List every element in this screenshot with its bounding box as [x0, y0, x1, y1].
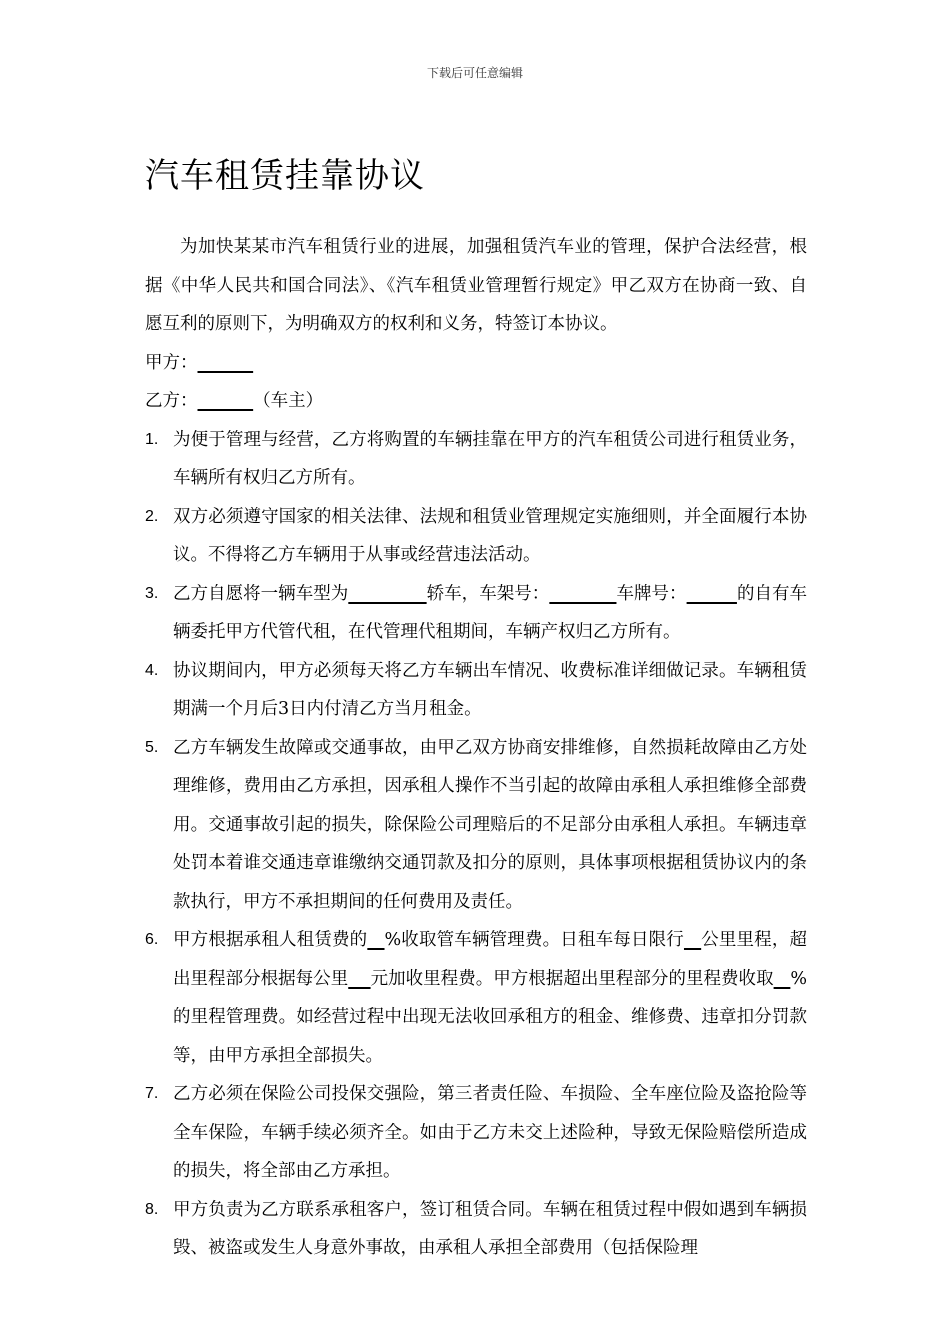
clause-text: 乙方自愿将一辆车型为 [173, 583, 349, 604]
vin-blank [549, 584, 616, 604]
clause-number: 2. [145, 507, 159, 525]
clause-text: 乙方车辆发生故障或交通事故，由甲乙双方协商安排维修，自然损耗故障由乙方处理维修，费用由乙方承担，因承租人操作不当引起的故障由承租人承担维修全部费用。交通事故引起的损失，除保险公司理赔后的不足部分由承租人承担。车辆违章处罚本着谁交通违章谁缴纳交通罚款及扣分的原则，具体事项根据租赁协议内的条款执行，甲方不承担期间的任何费用及责任。 [173, 737, 807, 912]
document-body [145, 228, 807, 1268]
clause-text: %收取管车辆管理费。日租车每日限行 [384, 930, 684, 950]
clause-text: 双方必须遵守国家的相关法律、法规和租赁业管理规定实施细则，并全面履行本协议。不得将乙方车辆用于从事或经营违法活动。 [173, 506, 807, 565]
clause-item [145, 652, 807, 729]
mileage-percent-blank [774, 969, 791, 989]
party-b-blank [198, 391, 254, 411]
intro-paragraph: 为加快某某市汽车租赁行业的进展，加强租赁汽车业的管理，保护合法经营，根据《中华人民共和国合同法》、《汽车租赁业管理暂行规定》甲乙双方在协商一致、自愿互利的原则下，为明确双方的权利和义务，特签订本协议。 [145, 237, 807, 334]
party-b-suffix: （车主） [253, 391, 324, 411]
clause-number: 1. [145, 430, 159, 448]
clause-text: 元加收里程费。甲方根据超出里程部分的里程费收取 [370, 968, 774, 989]
clause-text: 的自有车辆委托甲方代管代租，在代管理代租期间，车辆产权归乙方所有。 [173, 583, 808, 642]
clause-text: 为便于管理与经营，乙方将购置的车辆挂靠在甲方的汽车租赁公司进行租赁业务，车辆所有权归乙方所有。 [173, 429, 807, 488]
clause-text: 车牌号： [616, 583, 687, 604]
clause-list [145, 421, 807, 1268]
clause-item [145, 1075, 807, 1191]
clause-item [145, 498, 807, 575]
clause-number: 5. [145, 738, 159, 756]
clause-number: 8. [145, 1200, 159, 1218]
clause-text: 协议期间内，甲方必须每天将乙方车辆出车情况、收费标准详细做记录。车辆租赁期满一个月后3日内付清乙方当月租金。 [173, 660, 807, 719]
fee-percent-blank [367, 930, 384, 950]
page-header-note: 下载后可任意编辑 [426, 66, 523, 80]
clause-number: 7. [145, 1085, 159, 1102]
clause-text: 乙方必须在保险公司投保交强险，第三者责任险、车损险、全车座位险及盗抢险等全车保险，车辆手续必须齐全。如由于乙方未交上述险种，导致无保险赔偿所造成的损失，将全部由乙方承担。 [173, 1084, 807, 1181]
vehicle-model-blank [348, 584, 426, 604]
party-a-line [145, 344, 807, 383]
clause-number: 4. [145, 661, 159, 679]
clause-item [145, 921, 807, 1075]
clause-item [145, 1191, 807, 1268]
plate-number-blank [687, 584, 737, 604]
party-a-label: 甲方： [145, 352, 198, 373]
document-title: 汽车租赁挂靠协议 [145, 156, 425, 196]
clause-item [145, 421, 807, 498]
clause-text: 轿车，车架号： [426, 583, 550, 604]
per-km-fee-blank [348, 969, 370, 989]
clause-number: 6. [145, 931, 159, 948]
clause-text: %的里程管理费。如经营过程中出现无法收回承租方的租金、维修费、违章扣分罚款等，由甲方承担全部损失。 [173, 968, 807, 1066]
clause-item [145, 575, 807, 652]
party-b-line [145, 382, 807, 421]
clause-text: 公里里程，超出里程部分根据每公里 [173, 930, 807, 989]
clause-item [145, 729, 807, 922]
clause-number: 3. [145, 584, 159, 602]
party-a-blank [198, 353, 254, 373]
clause-text: 甲方根据承租人租赁费的 [173, 930, 368, 950]
clause-text: 甲方负责为乙方联系承租客户，签订租赁合同。车辆在租赁过程中假如遇到车辆损毁、被盗或发生人身意外事故，由承租人承担全部费用（包括保险理 [173, 1199, 807, 1258]
party-b-label: 乙方： [145, 391, 198, 411]
km-limit-blank [684, 930, 701, 950]
